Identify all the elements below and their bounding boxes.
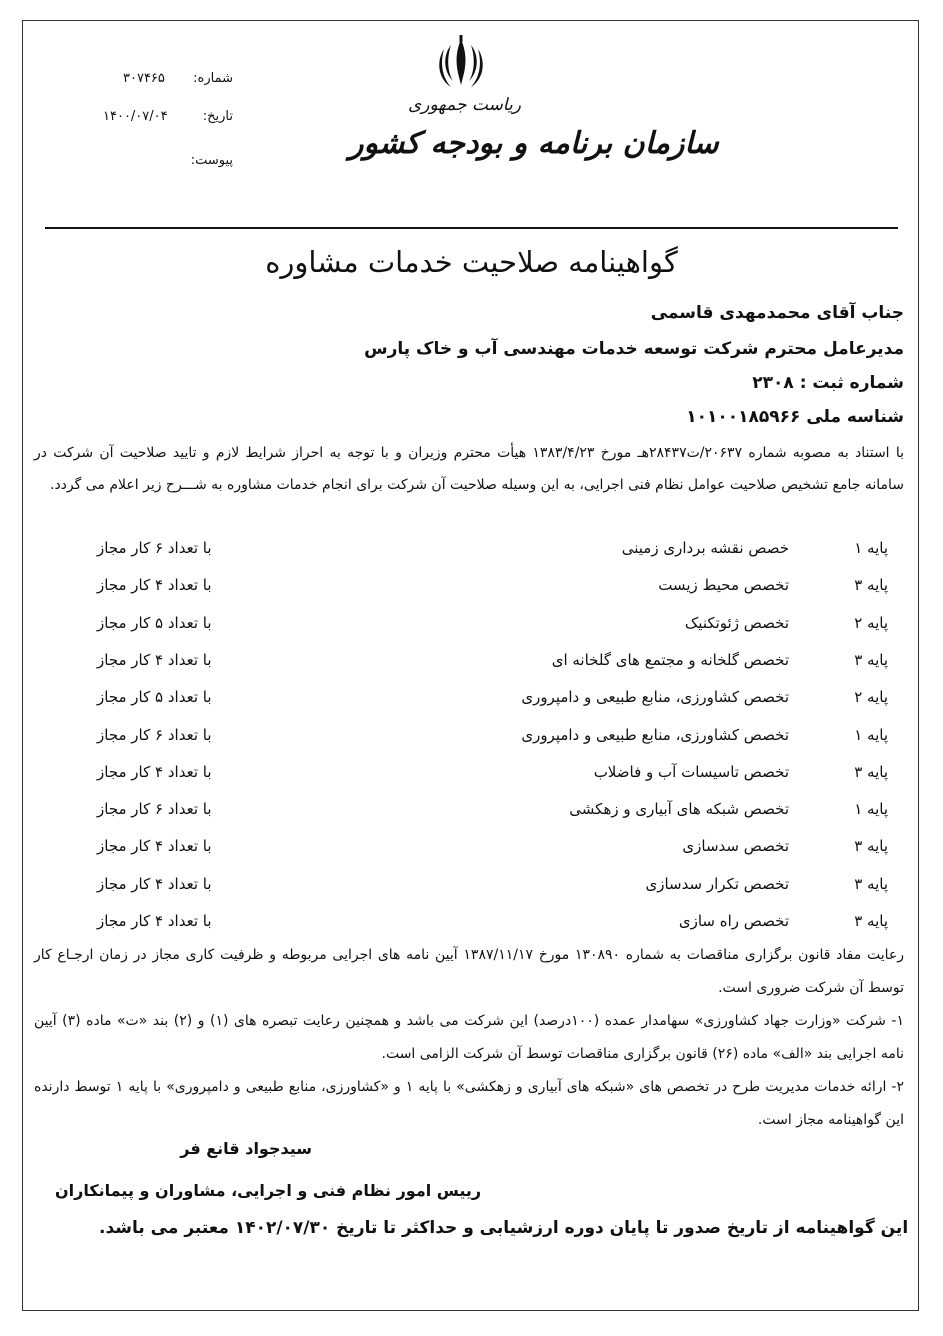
competency-allowed-count: با تعداد ۴ کار مجاز xyxy=(97,650,212,669)
letter-date xyxy=(103,109,233,127)
note-1: ۱- شرکت «وزارت جهاد کشاورزی» سهامدار عمده (۱۰۰درصد) این شرکت می باشد و همچنین رعایت تبصره های (۱) و (۲) بند «ت» ماده (۳) آیین نامه اجرایی بند «الف» ماده (۲۶) قانون برگزاری مناقصات توسط آن شرکت الزامی است. xyxy=(34,1013,904,1062)
competency-grade: پایه ۳ xyxy=(854,874,888,893)
letter-attachment-label: پیوست: xyxy=(190,153,233,168)
letter-date-value: ۱۴۰۰/۰۷/۰۴ xyxy=(103,109,168,124)
certificate-title: گواهینامه صلاحیت خدمات مشاوره xyxy=(265,245,678,279)
letter-attachment xyxy=(103,153,233,171)
compliance-paragraph: رعایت مفاد قانون برگزاری مناقصات به شماره ۱۳۰۸۹۰ مورخ ۱۳۸۷/۱۱/۱۷ آیین نامه های اجرایی مربوطه و ظرفیت کاری مجاز در زمان ارجـاع کار توسط آن شرکت ضروری است. xyxy=(34,947,904,996)
competency-specialty: تخصص راه سازی xyxy=(678,912,789,930)
competency-specialty: تخصص گلخانه و مجتمع های گلخانه ای xyxy=(551,650,789,669)
competency-allowed-count: با تعداد ۴ کار مجاز xyxy=(97,837,212,856)
national-id: شناسه ملی ۱۰۱۰۰۱۸۵۹۶۶ xyxy=(686,407,904,427)
letter-number xyxy=(103,71,233,89)
signatory-title: رییس امور نظام فنی و اجرایی، مشاوران و پیمانکاران xyxy=(55,1181,482,1200)
competency-row xyxy=(23,682,920,719)
letter-number-label: شماره: xyxy=(193,71,233,86)
certificate-page xyxy=(22,20,919,1311)
registration-number: شماره ثبت : ۲۳۰۸ xyxy=(752,373,904,393)
competency-grade: پایه ۳ xyxy=(854,762,888,781)
competency-allowed-count: با تعداد ۴ کار مجاز xyxy=(97,912,212,930)
competency-allowed-count: با تعداد ۶ کار مجاز xyxy=(97,725,212,744)
competency-grade: پایه ۳ xyxy=(854,912,888,930)
org-subtitle: ریاست جمهوری xyxy=(408,95,521,115)
competency-grade: پایه ۳ xyxy=(854,837,888,856)
competency-grade: پایه ۱ xyxy=(854,800,888,819)
competency-row xyxy=(23,533,920,570)
competency-allowed-count: با تعداد ۶ کار مجاز xyxy=(97,800,212,819)
competency-specialty: تخصص محیط زیست xyxy=(658,576,789,595)
competency-allowed-count: با تعداد ۵ کار مجاز xyxy=(97,688,212,707)
note-2: ۲- ارائه خدمات مدیریت طرح در تخصص های «شبکه های آبیاری و زهکشی» با پایه ۱ و «کشاورزی، منابع طبیعی و دامپروری» با پایه ۱ توسط دارنده این گواهینامه مجاز است. xyxy=(34,1079,905,1128)
competency-specialty: تخصص تکرار سدسازی xyxy=(645,874,789,893)
competency-specialty: تخصص ژئوتکنیک xyxy=(684,613,789,632)
competency-row xyxy=(23,869,920,906)
validity-statement: این گواهینامه از تاریخ صدور تا پایان دوره ارزشیابی و حداکثر تا تاریخ ۱۴۰۲/۰۷/۳۰ معتبر می باشد. xyxy=(99,1218,909,1238)
competency-row xyxy=(23,645,920,682)
competency-allowed-count: با تعداد ۴ کار مجاز xyxy=(97,874,212,893)
competency-row xyxy=(23,720,920,757)
competency-grade: پایه ۱ xyxy=(854,539,888,557)
competency-specialty: خصص نقشه برداری زمینی xyxy=(621,539,789,557)
competency-grade: پایه ۳ xyxy=(854,576,888,595)
competency-allowed-count: با تعداد ۵ کار مجاز xyxy=(97,613,212,632)
competency-grade: پایه ۲ xyxy=(854,688,888,707)
competency-row xyxy=(23,757,920,794)
intro-paragraph: با استناد به مصوبه شماره ۲۰۶۳۷/ت۲۸۴۳۷هـ مورخ ۱۳۸۳/۴/۲۳ هیأت محترم وزیران و با توجه به احراز شرایط لازم و تایید صلاحیت آن شرکت در سامانه جامع تشخیص صلاحیت عوامل نظام فنی اجرایی، به این وسیله صلاحیت آن شرکت برای انجام خدمات مشاوره به شـــرح زیر اعلام می گردد. xyxy=(34,445,904,493)
competency-row xyxy=(23,906,920,943)
iran-emblem-icon xyxy=(435,35,487,93)
recipient-name: جناب آقای محمدمهدی قاسمی xyxy=(650,303,904,323)
competency-row xyxy=(23,608,920,645)
competency-allowed-count: با تعداد ۴ کار مجاز xyxy=(97,762,212,781)
letter-number-value: ۳۰۷۴۶۵ xyxy=(123,71,165,86)
org-name: سازمان برنامه و بودجه کشور xyxy=(349,126,719,161)
recipient-position: مدیرعامل محترم شرکت توسعه خدمات مهندسی آب و خاک پارس xyxy=(364,339,904,359)
competency-specialty: تخصص کشاورزی، منابع طبیعی و دامپروری xyxy=(521,725,789,744)
competency-specialty: تخصص سدسازی xyxy=(682,837,789,856)
competency-allowed-count: با تعداد ۶ کار مجاز xyxy=(97,539,212,557)
competency-row xyxy=(23,831,920,868)
competency-row xyxy=(23,794,920,831)
header-divider xyxy=(45,227,898,229)
competency-specialty: تخصص تاسیسات آب و فاضلاب xyxy=(593,762,789,781)
signatory-name: سیدجواد قانع فر xyxy=(180,1139,312,1158)
competency-row xyxy=(23,570,920,607)
competency-allowed-count: با تعداد ۴ کار مجاز xyxy=(97,576,212,595)
competency-grade: پایه ۲ xyxy=(854,613,888,632)
competency-specialty: تخصص شبکه های آبیاری و زهکشی xyxy=(569,800,789,819)
competency-grade: پایه ۳ xyxy=(854,650,888,669)
competency-grade: پایه ۱ xyxy=(854,725,888,744)
competency-specialty: تخصص کشاورزی، منابع طبیعی و دامپروری xyxy=(521,688,789,707)
letter-date-label: تاریخ: xyxy=(202,109,233,124)
